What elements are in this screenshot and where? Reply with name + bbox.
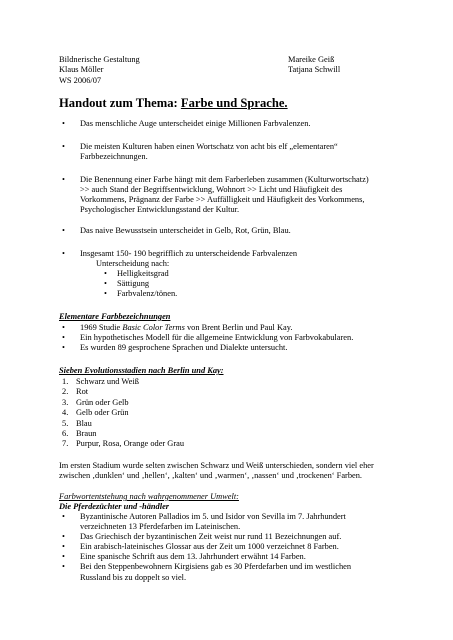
section-subheading: Die Pferdezüchter und -händler xyxy=(59,502,170,511)
page-title xyxy=(59,96,288,111)
list-item: • Ein hypothetisches Modell für die allgemeine Entwicklung von Farbvokabularen. xyxy=(62,333,402,343)
list-item: 5. Blau xyxy=(62,418,92,428)
sub-list-item: • Helligkeitsgrad xyxy=(104,269,402,279)
title-prefix: Handout zum Thema: xyxy=(59,96,181,110)
intro-bullet-list xyxy=(62,142,402,162)
course-name: Bildnerische Gestaltung xyxy=(59,55,140,64)
list-item: 1. Schwarz und Weiß xyxy=(62,377,139,386)
header-right xyxy=(288,55,340,76)
author-name: Tatjana Schwill xyxy=(288,65,341,75)
list-item: • Eine spanische Schrift aus dem 13. Jahrhundert erwähnt 14 Farben. xyxy=(62,552,432,562)
author-name: Mareike Geiß xyxy=(288,55,335,64)
list-item: • Bei den Steppenbewohnern Kirgisiens gab es 30 Pferdefarben und im westlichen Russland bis zu doppelt so viel. xyxy=(62,562,432,582)
list-item: • Das Griechisch der byzantinischen Zeit weist nur rund 11 Bezeichnungen auf. xyxy=(62,532,432,542)
list-item: 6. Braun xyxy=(62,428,97,438)
intro-bullet-list xyxy=(62,175,402,215)
body-paragraph: Im ersten Stadium wurde selten zwischen Schwarz und Weiß unterschieden, sondern viel eher zwischen ‚dunklen‘ und ‚hellen‘, ‚kalten‘ und ‚warmen‘, ‚nassen‘ und ‚trockenen‘ Farben. xyxy=(59,461,374,481)
list-item: • Insgesamt 150- 190 begrifflich zu unterscheidende Farbvalenzen Unterscheidung nach: • Helligkeitsgrad • Sättigung • Farbvalenz/tönen. xyxy=(62,249,402,299)
intro-bullet-list xyxy=(62,226,402,236)
instructor-name: Klaus Möller xyxy=(59,65,104,75)
title-topic: Farbe und Sprache. xyxy=(180,96,288,110)
list-item: • Die Benennung einer Farbe hängt mit dem Farberleben zusammen (Kulturwortschatz) >> auch Stand der Begriffsentwicklung, Wohnort >> Licht und Häufigkeit des Vorkommens, Prägnanz der Farbe >> Auffälligkeit und Häufigkeit des Vorkommens, Psychologischer Entwicklungsstand der Kultur. xyxy=(62,175,402,215)
list-item: • Das naive Bewusstsein unterscheidet in Gelb, Rot, Grün, Blau. xyxy=(62,226,402,236)
intro-bullet-list xyxy=(62,249,402,299)
list-item: • Das menschliche Auge unterscheidet einige Millionen Farbvalenzen. xyxy=(62,119,402,129)
sub-list-item: • Sättigung xyxy=(104,279,402,289)
section-heading: Elementare Farbbezeichnungen xyxy=(59,312,171,321)
header-left xyxy=(59,55,140,86)
intro-bullet-list xyxy=(62,119,402,129)
list-item: 2. Rot xyxy=(62,387,89,397)
section-heading: Sieben Evolutionsstadien nach Berlin und Kay: xyxy=(59,366,224,375)
section-bullet-list xyxy=(62,323,402,353)
section-heading: Farbwortentstehung nach wahrgenommener Umwelt: xyxy=(59,492,239,501)
list-item: • Es wurden 89 gesprochene Sprachen und Dialekte untersucht. xyxy=(62,343,402,353)
list-item: 7. Purpur, Rosa, Orange oder Grau xyxy=(62,439,185,449)
sub-list-item: • Farbvalenz/tönen. xyxy=(104,289,402,299)
list-item: • Ein arabisch-lateinisches Glossar aus der Zeit um 1000 verzeichnet 8 Farben. xyxy=(62,542,432,552)
list-item: • Byzantinische Autoren Palladios im 5. und Isidor von Sevilla im 7. Jahrhundert verzeichneten 13 Pferdefarben im Lateinischen. xyxy=(62,512,432,532)
list-item: 3. Grün oder Gelb xyxy=(62,397,129,407)
semester: WS 2006/07 xyxy=(59,75,102,85)
ordered-list xyxy=(62,377,184,450)
list-item: • 1969 Studie Basic Color Terms von Brent Berlin und Paul Kay. xyxy=(62,323,402,333)
list-item: • Die meisten Kulturen haben einen Wortschatz von acht bis elf „elementaren“ Farbbezeichnungen. xyxy=(62,142,402,162)
section-bullet-list xyxy=(62,512,432,583)
list-item: 4. Gelb oder Grün xyxy=(62,408,129,418)
